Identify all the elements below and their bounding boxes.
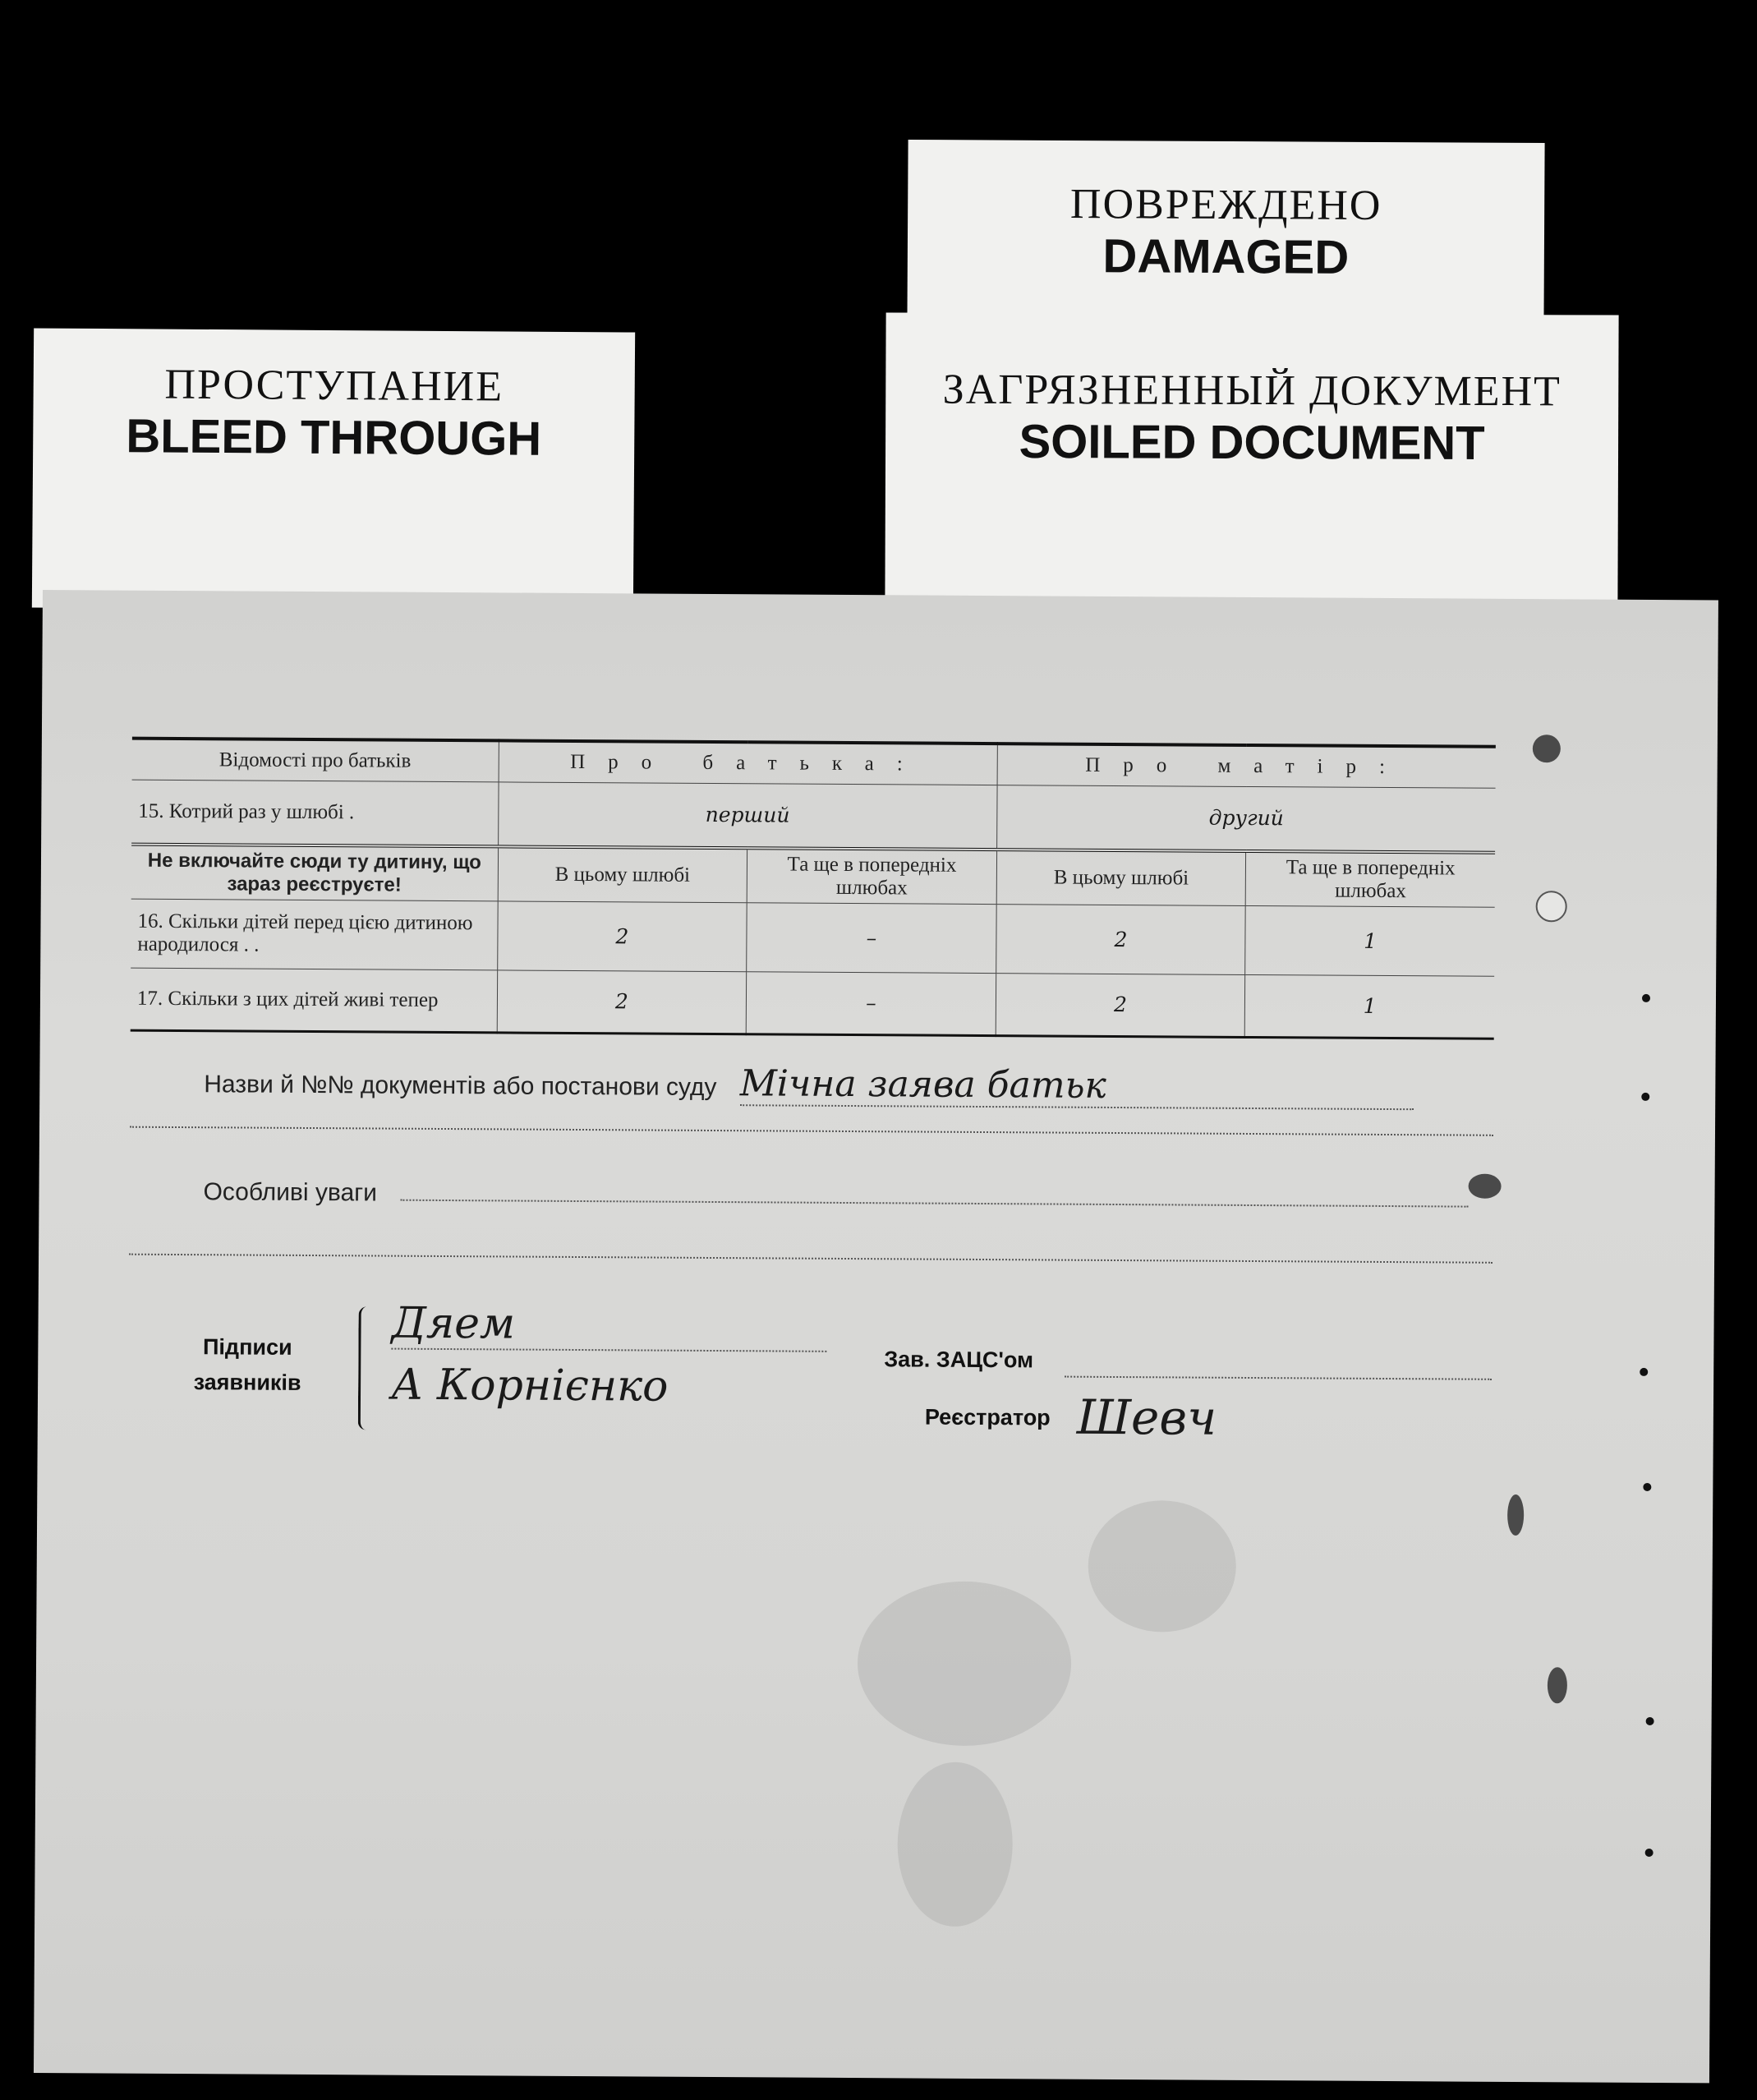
- stain: [1088, 1500, 1236, 1633]
- dot: [1640, 1368, 1648, 1376]
- row-17-value: 2: [996, 973, 1245, 1037]
- row-16-value: –: [747, 902, 996, 973]
- remarks-line: [129, 1178, 1493, 1214]
- row-16-value: 2: [996, 904, 1246, 974]
- row-17-value: 1: [1245, 974, 1495, 1038]
- row-17-value: –: [746, 971, 996, 1035]
- row-17-label: 17. Скільки з цих дітей живі тепер: [131, 968, 498, 1033]
- subheader-mother-current: В цьому шлюбі: [996, 850, 1246, 905]
- soiled-card-ru: ЗАГРЯЗНЕННЫЙ ДОКУМЕНТ: [942, 366, 1562, 416]
- brace: [358, 1306, 368, 1430]
- row-16-value: 2: [497, 900, 747, 971]
- documents-label: Назви й №№ документів або постанови суду: [204, 1071, 717, 1102]
- punch-hole: [1548, 1667, 1567, 1703]
- header-parents-info: Відомості про батьків: [132, 739, 499, 782]
- row-16: [131, 899, 1494, 976]
- row-15-label: 15. Котрий раз у шлюбі .: [131, 780, 499, 846]
- bleed-through-card: [32, 328, 635, 611]
- remarks-label: Особливі уваги: [203, 1178, 378, 1207]
- dot: [1642, 994, 1650, 1002]
- row-15-mother: другий: [996, 785, 1495, 853]
- damaged-card-ru: ПОВРЕЖДЕНО: [1069, 181, 1382, 229]
- document-sheet: [34, 590, 1718, 2083]
- dot: [1646, 1717, 1654, 1725]
- head-signature-field: [1065, 1356, 1492, 1380]
- stain: [897, 1762, 1013, 1927]
- punch-hole: [1507, 1494, 1524, 1536]
- punch-hole: [1536, 891, 1567, 922]
- head-label: Зав. ЗАЦС'ом: [884, 1347, 1034, 1373]
- damaged-card-en: DAMAGED: [1102, 229, 1350, 284]
- signatures-label-line1: Підписи: [202, 1334, 292, 1360]
- soiled-document-card: [885, 312, 1618, 610]
- row-15-father: перший: [498, 782, 997, 850]
- row-17: [131, 968, 1494, 1038]
- signature-2: А Корнієнко: [390, 1360, 669, 1412]
- dot: [1645, 1849, 1654, 1857]
- registrar-label: Реєстратор: [924, 1404, 1051, 1430]
- dot: [1641, 1093, 1649, 1101]
- remarks-field: [400, 1180, 1468, 1208]
- dotted-line: [129, 1252, 1493, 1264]
- documents-line: [130, 1059, 1493, 1111]
- dot: [1643, 1483, 1651, 1491]
- soiled-card-en: SOILED DOCUMENT: [1019, 415, 1485, 470]
- subheader-note: Не включайте сюди ту дитину, що зараз реєструєте!: [131, 844, 499, 900]
- bleed-card-en: BLEED THROUGH: [126, 409, 542, 466]
- punch-hole: [1469, 1174, 1502, 1199]
- signatures-label-line2: заявників: [193, 1370, 301, 1395]
- subheader-father-current: В цьому шлюбі: [498, 846, 747, 902]
- registrar-signature: Шевч: [1076, 1388, 1217, 1446]
- stain: [857, 1581, 1071, 1747]
- row-17-value: 2: [497, 969, 747, 1034]
- row-15: [131, 780, 1495, 852]
- dotted-line: [130, 1125, 1493, 1136]
- damaged-card: [907, 140, 1544, 334]
- header-mother: Про матір:: [997, 744, 1496, 788]
- punch-hole: [1533, 735, 1561, 762]
- subheader-father-previous: Та ще в попередніх шлюбах: [747, 848, 996, 904]
- row-16-label: 16. Скільки дітей перед цією дитиною народилося . .: [131, 899, 498, 970]
- signature-1: Дяем: [391, 1299, 826, 1352]
- header-father: Про батька:: [499, 740, 997, 785]
- parents-info-table: [131, 737, 1496, 1040]
- subheader-mother-previous: Та ще в попередніх шлюбах: [1246, 850, 1495, 906]
- signatures-label: [190, 1334, 305, 1396]
- row-16-value: 1: [1245, 905, 1495, 976]
- subheader-row: [131, 844, 1495, 907]
- documents-value: Мічна заява батьк: [740, 1062, 1414, 1110]
- bleed-card-ru: ПРОСТУПАНИЕ: [164, 361, 504, 411]
